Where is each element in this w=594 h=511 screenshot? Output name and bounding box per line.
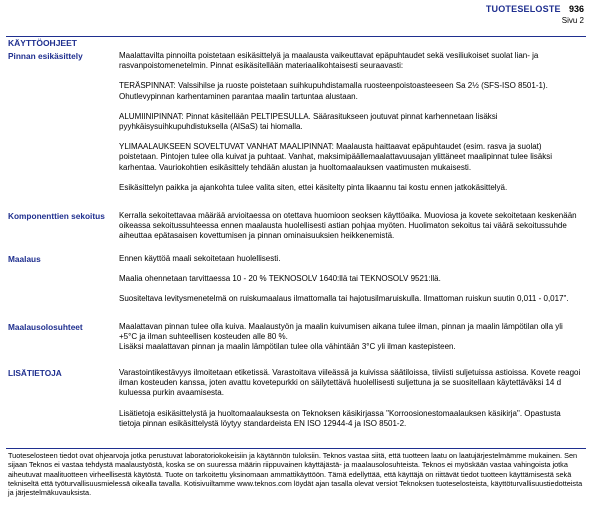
section-heading: KÄYTTÖOHJEET	[8, 38, 77, 48]
row-label: Maalausolosuhteet	[8, 322, 83, 332]
document-header	[486, 4, 584, 25]
paragraph: Suositeltava levitysmenetelmä on ruiskumaalaus ilmattomalla tai hajotusilmaruiskulla. Ilmattoman ruiskun suutin 0,011 - 0,017".	[119, 294, 569, 304]
row-content	[119, 322, 582, 363]
paragraph: Lisätietoja esikäsittelystä ja huoltomaalauksesta on Teknoksen käsikirjassa "Korroosionestomaalauksen käsikirja". Opastusta tietoja pinnan esikäsittelystä löytyy standardeista EN ISO 12944-4 ja ISO 8501-2.	[119, 408, 561, 428]
paragraph: Esikäsittelyn paikka ja ajankohta tulee valita siten, ettei käsitelty pinta likaannu tai kostu ennen jatkokäsittelyä.	[119, 182, 508, 192]
row-content	[119, 368, 582, 439]
paragraph: Maalattavilta pinnoilta poistetaan esikäsittelyä ja maalausta vaikeuttavat epäpuhtaudet sekä vesiliukoiset suolat lian- ja rasvanpoistomenetelmin. Pinnat esikäsitellään materiaalikohtaisesti seuraavasti:	[119, 51, 539, 71]
page-number: Sivu 2	[561, 16, 584, 25]
row-label: Maalaus	[8, 254, 41, 264]
row-label: Komponenttien sekoitus	[8, 211, 105, 221]
disclaimer-footer: Tuoteselosteen tiedot ovat ohjearvoja jotka perustuvat laboratoriokokeisiin ja käytännön tuloksiin. Teknos vastaa siitä, että tuotteen laatu on laatujärjestelmämme mukainen. Sen sijaan Teknos ei vastaa tehdystä maalaustyöstä, koska se on suuressa määrin riippuvainen käyttäjästä- ja maalausolosuhteista. Teknos ei myöskään vastaa vahingoista jotka aiheutuvat maalituotteen virheellisestä käytöstä. Tuote on tarkoitettu yksinomaan ammattikäyttöön. Tämä edellyttää, että käyttäjä on riittävät tiedot tuotteen käyttämisestä sekä tekniseltä että työturvallisuusmielessä oikealla tavalla. Kotisivuiltamme www.teknos.com löydät ajan tasalla olevat versiot Teknoksen tuoteselosteista, käyttöturvallisuustiedotteista ja järjestelmäkuvauksista.	[8, 451, 583, 498]
top-divider	[6, 36, 586, 37]
paragraph: Maalia ohennetaan tarvittaessa 10 - 20 % TEKNOSOLV 1640:llä tai TEKNOSOLV 9521:llä.	[119, 274, 441, 284]
paragraph: Varastointikestävyys ilmoitetaan etiketissä. Varastoitava viileässä ja kuivissa säätiloissa, tiiviisti suljetuissa astioissa. Kovete reagoi ilman kosteuden kanssa, joten avattu kovetepurkki on säilytettävä huolellisesti suljettuna ja se suositellaan käytettäväksi 14 d kuluessa purkin avaamisesta.	[119, 368, 581, 398]
paragraph: Kerralla sekoitettavaa määrää arvioitaessa on otettava huomioon seoksen käyttöaika. Muoviosa ja kovete sekoitetaan keskenään oikeassa sekoitussuhteessa ennen maalausta huolellisesti astian pohjaa myöten. Huolimaton sekoitus tai väärä sekoitussuhde aiheuttaa epätasaisen kovettumisen ja pinnan ominaisuuksien heikkenemistä.	[119, 211, 577, 241]
document-title: TUOTESELOSTE	[485, 4, 561, 14]
paragraph: Ennen käyttöä maali sekoitetaan huolellisesti.	[119, 254, 281, 263]
row-content	[119, 254, 582, 315]
paragraph: ALUMIINIPINNAT: Pinnat käsitellään PELTIPESULLA. Säärasitukseen joutuvat pinnat karhennetaan lisäksi pyyhkäisysuihkupuhdistuksella (AlSaS) tai hiomalla.	[119, 111, 498, 132]
bottom-divider	[6, 448, 586, 449]
row-label: LISÄTIETOJA	[8, 368, 62, 378]
paragraph: TERÄSPINNAT: Valssihilse ja ruoste poistetaan suihkupuhdistamalla ruosteenpoistoasteeseen Sa 2½ (SFS-ISO 8501-1). Ohutlevypinnan karhentaminen parantaa maalin tartuntaa alustaan.	[119, 81, 548, 101]
paragraph: Maalattavan pinnan tulee olla kuiva. Maalaustyön ja maalin kuivumisen aikana tulee ilman, pinnan ja maalin lämpötilan olla yli +5°C ja ilman suhteellisen kosteuden alle 80 %. Lisäksi maalattavan pinnan ja maalin lämpötilan tulee olla vähintään 3°C yli ilman kastepisteen.	[119, 322, 563, 352]
row-content	[119, 51, 582, 203]
row-label: Pinnan esikäsittely	[8, 51, 83, 61]
document-number: 936	[568, 4, 584, 14]
row-content	[119, 211, 582, 252]
paragraph: YLIMAALAUKSEEN SOVELTUVAT VANHAT MAALIPINNAT: Maalausta haittaavat epäpuhtaudet (esim. rasva ja suolat) poistetaan. Pintojen tulee olla kuivat ja puhtaat. Vanhat, maksimipäällemaalattavuusajan ylittäneet maalipinnat tulee lisäksi karhentaa. Vauriokohtien esikäsittely tehdään alustan ja huoltomaalauksen vaatimusten mukaisesti.	[119, 142, 552, 172]
